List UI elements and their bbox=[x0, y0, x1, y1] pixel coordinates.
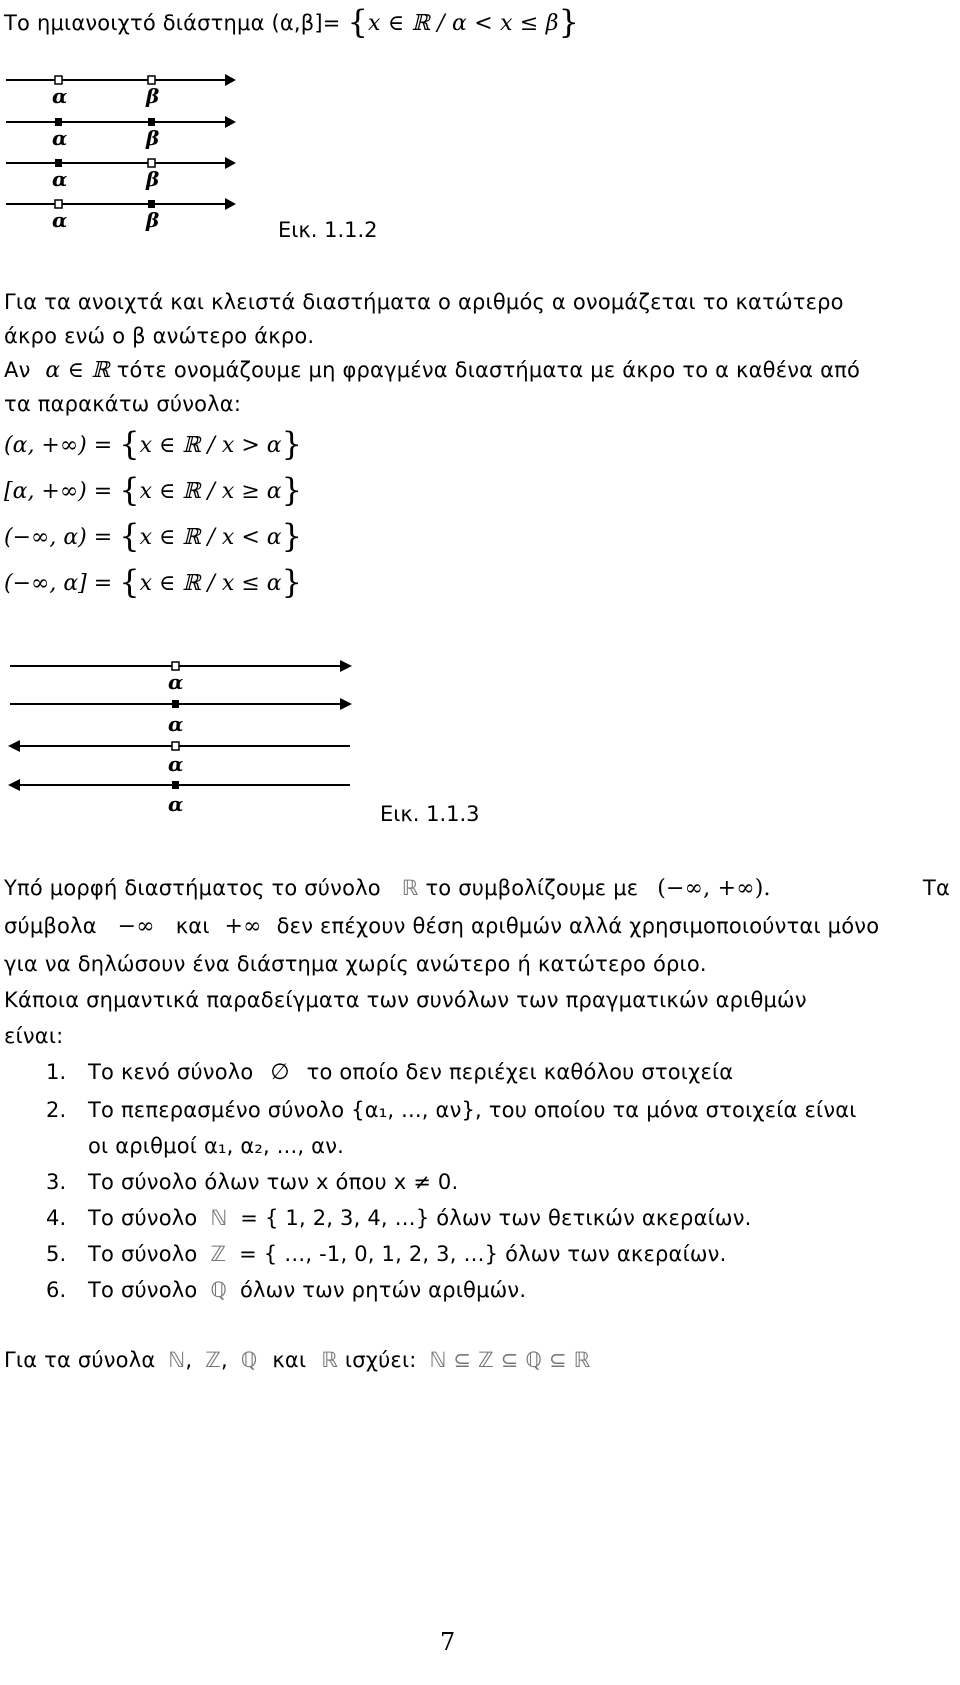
number-line-left-closed bbox=[8, 779, 350, 791]
para4-line2: είναι: bbox=[4, 1024, 64, 1048]
interval-def-4 bbox=[4, 563, 302, 601]
figure2-caption: Εικ. 1.1.3 bbox=[380, 802, 480, 826]
para3-l1-a: Υπό μορφή διαστήματος το σύνολο bbox=[4, 876, 381, 900]
interval-left: [α, +∞) = bbox=[4, 479, 113, 504]
list-number-1: 1. bbox=[46, 1060, 67, 1084]
para2-line2: τα παρακάτω σύνολα: bbox=[4, 392, 242, 416]
para3-line3: για να δηλώσουν ένα διάστημα χωρίς ανώτερο ή κατώτερο όριο. bbox=[4, 952, 707, 976]
brace-open: { bbox=[119, 471, 140, 509]
interval-set: x ∈ ℝ / x ≥ α bbox=[139, 479, 282, 504]
para2-condition: α ∈ ℝ bbox=[45, 358, 110, 383]
para2-line1 bbox=[4, 358, 860, 383]
real-numbers-symbol: ℝ bbox=[401, 876, 419, 900]
final-line bbox=[4, 1348, 591, 1372]
para3-l2-b: και bbox=[175, 914, 210, 938]
para1-line2: άκρο ενώ ο β ανώτερο άκρο. bbox=[4, 324, 315, 348]
list-item-1-b: το οποίο δεν περιέχει καθόλου στοιχεία bbox=[306, 1060, 734, 1084]
list-item-4 bbox=[88, 1206, 752, 1230]
right-brace: } bbox=[558, 3, 580, 41]
list-item-2-line1: Το πεπερασμένο σύνολο {α₁, ..., αν}, του οποίου τα μόνα στοιχεία είναι bbox=[88, 1098, 857, 1122]
list-item-1 bbox=[88, 1060, 733, 1085]
final-text-a: Για τα σύνολα bbox=[4, 1348, 156, 1372]
para3-line1 bbox=[4, 876, 956, 901]
list-item-1-a: Το κενό σύνολο bbox=[88, 1060, 254, 1084]
para3-l1-b: το συμβολίζουμε με bbox=[425, 876, 639, 900]
figure1-caption: Εικ. 1.1.2 bbox=[278, 218, 378, 242]
list-item-6-a: Το σύνολο bbox=[88, 1278, 198, 1302]
fig1-label-b-3: β bbox=[146, 167, 160, 191]
brace-close: } bbox=[281, 471, 302, 509]
para3-l2-a: σύμβολα bbox=[4, 914, 97, 938]
rationals-symbol: ℚ bbox=[210, 1278, 228, 1302]
para3-interval-symbol: (−∞, +∞). bbox=[657, 876, 771, 901]
list-number-3: 3. bbox=[46, 1170, 67, 1194]
fig2-label-a-4: α bbox=[168, 792, 184, 816]
subset-chain: ℕ ⊆ ℤ ⊆ ℚ ⊆ ℝ bbox=[429, 1348, 591, 1372]
para4-line1: Κάποια σημαντικά παραδείγματα των συνόλων των πραγματικών αριθμών bbox=[4, 988, 807, 1012]
para2-line1-rest: τότε ονομάζουμε μη φραγμένα διαστήματα με άκρο το α καθένα από bbox=[116, 358, 861, 382]
list-number-4: 4. bbox=[46, 1206, 67, 1230]
final-text-b: ισχύει: bbox=[344, 1348, 417, 1372]
brace-close: } bbox=[281, 563, 302, 601]
fig2-label-a-1: α bbox=[168, 670, 184, 694]
interval-left: (α, +∞) = bbox=[4, 433, 113, 458]
number-line-1 bbox=[6, 74, 236, 86]
interval-set: x ∈ ℝ / x > α bbox=[139, 433, 282, 458]
brace-open: { bbox=[119, 517, 140, 555]
page-number: 7 bbox=[440, 1628, 456, 1656]
number-line-3 bbox=[6, 157, 236, 169]
list-number-5: 5. bbox=[46, 1242, 67, 1266]
final-comma-2: , bbox=[220, 1348, 228, 1372]
figure-number-lines-2 bbox=[0, 648, 400, 818]
empty-set-symbol: ∅ bbox=[270, 1060, 290, 1085]
interval-left: (−∞, α) = bbox=[4, 525, 113, 550]
number-line-left-open bbox=[8, 740, 350, 752]
para3-l2-c: δεν επέχουν θέση αριθμών αλλά χρησιμοποιούνται μόνο bbox=[276, 914, 880, 938]
number-line-right-closed bbox=[10, 698, 352, 710]
list-item-6 bbox=[88, 1278, 526, 1302]
brace-open: { bbox=[119, 563, 140, 601]
plus-infinity-symbol: +∞ bbox=[224, 914, 262, 939]
fig1-label-b-1: β bbox=[146, 84, 160, 108]
para3-l1-c: Τα bbox=[922, 876, 950, 900]
list-item-4-b: = { 1, 2, 3, 4, …} όλων των θετικών ακεραίων. bbox=[240, 1206, 752, 1230]
final-integers-symbol: ℤ bbox=[205, 1348, 221, 1372]
fig2-label-a-3: α bbox=[168, 752, 184, 776]
number-line-4 bbox=[6, 198, 236, 210]
fig2-label-a-2: α bbox=[168, 712, 184, 736]
number-line-2 bbox=[6, 116, 236, 128]
header-set-expression: x ∈ ℝ / α < x ≤ β bbox=[368, 11, 559, 36]
minus-infinity-symbol: −∞ bbox=[117, 914, 155, 939]
brace-close: } bbox=[281, 425, 302, 463]
interval-def-1 bbox=[4, 425, 302, 463]
fig1-label-a-3: α bbox=[52, 167, 68, 191]
para1-line1: Για τα ανοιχτά και κλειστά διαστήματα ο αριθμός α ονομάζεται το κατώτερο bbox=[4, 290, 844, 314]
list-item-3: Το σύνολο όλων των x όπου x ≠ 0. bbox=[88, 1170, 459, 1194]
para3-line2 bbox=[4, 914, 879, 939]
list-item-6-b: όλων των ρητών αριθμών. bbox=[239, 1278, 527, 1302]
final-reals-symbol: ℝ bbox=[321, 1348, 339, 1372]
list-item-4-a: Το σύνολο bbox=[88, 1206, 198, 1230]
list-number-6: 6. bbox=[46, 1278, 67, 1302]
para2-prefix: Αν bbox=[4, 358, 31, 382]
interval-set: x ∈ ℝ / x ≤ α bbox=[139, 571, 282, 596]
fig1-label-a-1: α bbox=[52, 84, 68, 108]
naturals-symbol: ℕ bbox=[210, 1206, 228, 1230]
integers-symbol: ℤ bbox=[210, 1242, 227, 1266]
header-text: Το ημιανοιχτό διάστημα (α,β]= bbox=[4, 11, 341, 35]
list-item-2-line2: οι αριθμοί α₁, α₂, ..., αν. bbox=[88, 1134, 344, 1158]
final-comma-1: , bbox=[185, 1348, 193, 1372]
fig1-label-a-2: α bbox=[52, 126, 68, 150]
interval-def-3 bbox=[4, 517, 302, 555]
list-item-5-b: = { …, -1, 0, 1, 2, 3, …} όλων των ακεραίων. bbox=[239, 1242, 727, 1266]
final-kai: και bbox=[272, 1348, 307, 1372]
list-item-5-a: Το σύνολο bbox=[88, 1242, 198, 1266]
fig1-label-a-4: α bbox=[52, 208, 68, 232]
brace-close: } bbox=[281, 517, 302, 555]
brace-open: { bbox=[119, 425, 140, 463]
header-line bbox=[4, 3, 580, 41]
interval-set: x ∈ ℝ / x < α bbox=[139, 525, 282, 550]
final-naturals-symbol: ℕ bbox=[168, 1348, 186, 1372]
left-brace: { bbox=[347, 3, 369, 41]
list-item-5 bbox=[88, 1242, 726, 1266]
list-number-2: 2. bbox=[46, 1098, 67, 1122]
interval-def-2 bbox=[4, 471, 302, 509]
final-rationals-symbol: ℚ bbox=[240, 1348, 258, 1372]
fig1-label-b-2: β bbox=[146, 126, 160, 150]
interval-left: (−∞, α] = bbox=[4, 571, 113, 596]
fig1-label-b-4: β bbox=[146, 208, 160, 232]
